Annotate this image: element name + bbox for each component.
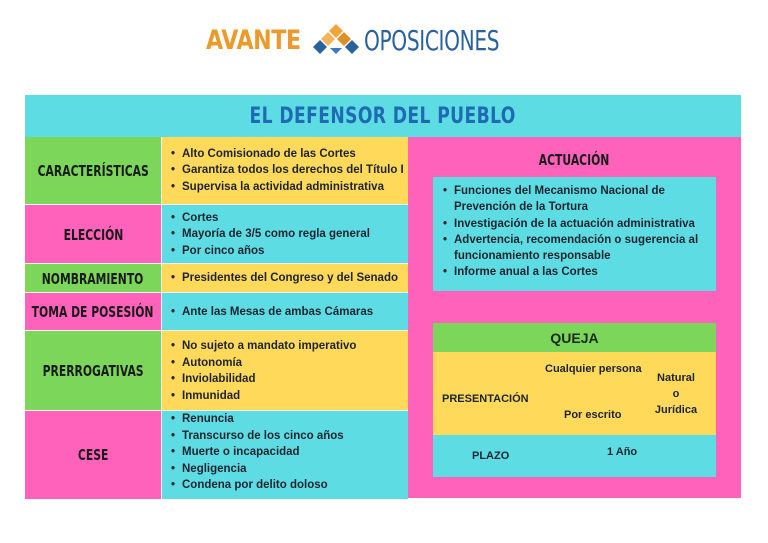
queja-header: QUEJA — [433, 323, 716, 352]
bullet-list — [171, 210, 370, 260]
presentacion-type-1: Natural — [657, 372, 695, 384]
row-cese — [25, 410, 408, 499]
row-label-text: CARACTERÍSTICAS — [37, 161, 149, 180]
list-item: • Inviolabilidad — [171, 371, 356, 388]
presentacion-how: Por escrito — [564, 409, 622, 421]
bullet-list — [171, 146, 404, 196]
row-content — [162, 137, 408, 204]
row-label-text: ELECCIÓN — [63, 225, 123, 244]
row-label — [25, 137, 162, 204]
row-prerrogativas — [25, 330, 408, 411]
row-nombramiento — [25, 263, 408, 293]
presentacion-label: PRESENTACIÓN — [442, 393, 529, 405]
row-content — [162, 331, 408, 411]
list-item: • Alto Comisionado de las Cortes — [171, 146, 404, 163]
bullet-list — [171, 304, 373, 321]
list-item: • Garantiza todos los derechos del Título I — [171, 162, 404, 179]
row-label-text: NOMBRAMIENTO — [42, 269, 144, 288]
bullet-list — [171, 270, 398, 287]
row-label-text: TOMA DE POSESIÓN — [32, 303, 154, 321]
actuacion-title — [408, 151, 741, 170]
list-item: • Presidentes del Congreso y del Senado — [171, 270, 398, 287]
avante-logo — [206, 18, 552, 62]
logo-avante-text: AVANTE — [206, 24, 301, 56]
row-label — [25, 331, 162, 411]
list-item: • Mayoría de 3/5 como regla general — [171, 226, 370, 243]
infographic-board — [25, 95, 741, 498]
row-eleccion — [25, 204, 408, 264]
list-item: • Investigación de la actuación administrativa — [443, 216, 716, 232]
presentacion-type-2: o — [672, 388, 680, 400]
list-item: • Informe anual a las Cortes — [443, 264, 716, 280]
row-label — [25, 411, 162, 499]
queja-table — [433, 323, 716, 477]
list-item: • Funciones del Mecanismo Nacional de Prevención de la Tortura — [443, 183, 716, 216]
plazo-label: PLAZO — [472, 450, 510, 462]
row-label — [25, 205, 162, 264]
plazo-value: 1 Año — [607, 446, 638, 458]
actuacion-title-text: ACTUACIÓN — [539, 151, 610, 169]
row-label — [25, 264, 162, 293]
list-item: • Negligencia — [171, 461, 344, 478]
list-item: • No sujeto a mandato imperativo — [171, 338, 356, 355]
row-content — [162, 411, 408, 499]
actuacion-box — [433, 177, 716, 291]
bullet-list — [171, 338, 356, 404]
presentacion-type-3: Jurídica — [654, 404, 698, 416]
row-content — [162, 205, 408, 264]
title-bar — [25, 95, 741, 137]
list-item: • Autonomía — [171, 355, 356, 372]
row-label-text: PRERROGATIVAS — [42, 362, 144, 380]
list-item: • Cortes — [171, 210, 370, 227]
list-item: • Condena por delito doloso — [171, 477, 344, 494]
row-label-text: CESE — [77, 446, 109, 464]
presentacion-who: Cualquier persona — [545, 363, 642, 375]
pyramid-logo-icon — [312, 22, 360, 58]
row-content — [162, 293, 408, 331]
list-item: • Inmunidad — [171, 388, 356, 405]
list-item: • Supervisa la actividad administrativa — [171, 179, 404, 196]
bullet-list — [171, 411, 344, 494]
list-item: • Ante las Mesas de ambas Cámaras — [171, 304, 373, 321]
list-item: • Transcurso de los cinco años — [171, 428, 344, 445]
list-item: • Renuncia — [171, 411, 344, 428]
right-panel — [408, 137, 741, 498]
list-item: • Por cinco años — [171, 243, 370, 260]
queja-presentacion-row — [433, 352, 716, 435]
row-label — [25, 293, 162, 331]
actuacion-list — [443, 183, 716, 281]
row-caracteristicas — [25, 137, 408, 204]
list-item: • Muerte o incapacidad — [171, 444, 344, 461]
row-toma-de-posesion — [25, 292, 408, 331]
logo-oposiciones-text: OPOSICIONES — [364, 23, 500, 57]
page-title: EL DEFENSOR DEL PUEBLO — [249, 103, 517, 129]
queja-plazo-row — [433, 435, 716, 477]
row-content — [162, 264, 408, 293]
list-item: • Advertencia, recomendación o sugerencia al funcionamiento responsable — [443, 232, 716, 265]
